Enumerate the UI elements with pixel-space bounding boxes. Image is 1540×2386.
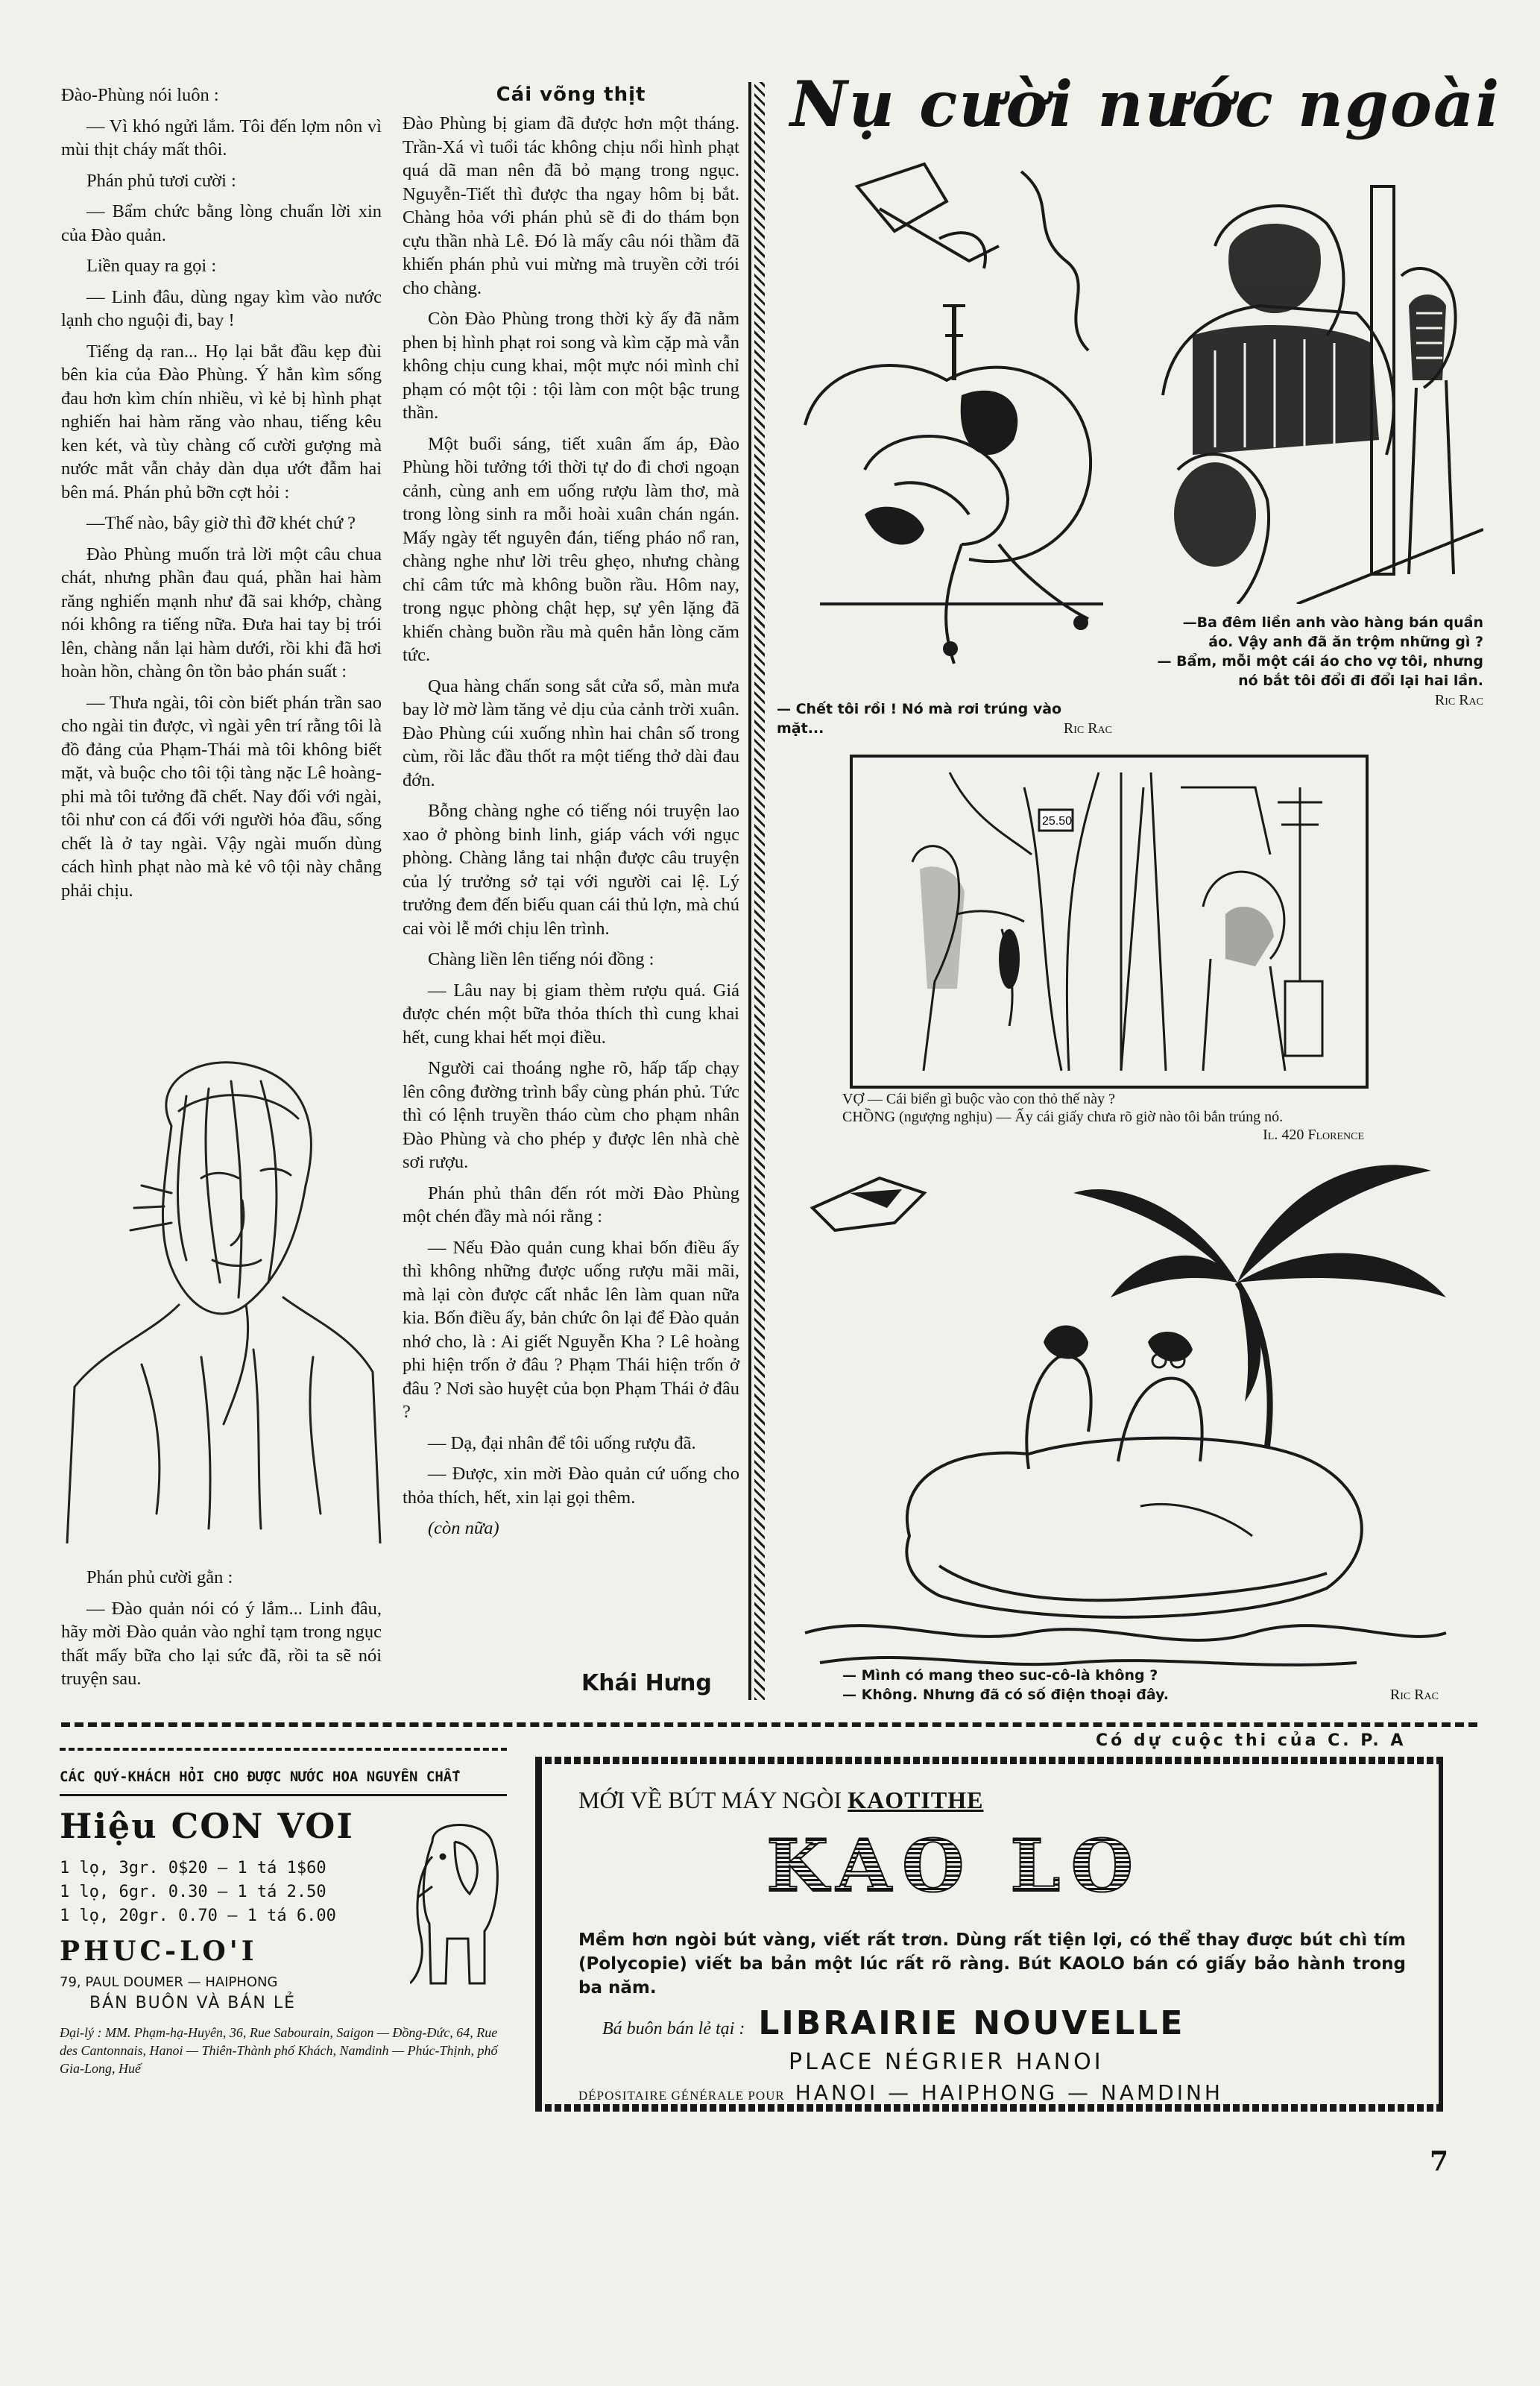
cartoon-caption: —Ba đêm liền anh vào hàng bán quần áo. Vậy anh đã ăn trộm những gì ? — Bẩm, mỗi một cái áo cho vợ tôi, nhưng nó bắt tôi đổi đi đổi lại hai lần. Ric Rac: [1155, 613, 1483, 710]
paragraph: — Nếu Đào quản cung khai bốn điều ấy thì không những được uống rượu mãi mãi, mà lại còn được cất nhắc lên làm quan nữa kia. Bốn điều ấy, bản chức ôn lại để Đào quản nhớ cho, là : Ai giết Nguyễn Kha ? Lê hoàng phi hiện trốn ở đâu ? Phạm Thái hiện trốn ở đâu ? Nơi sào huyệt của bọn Phạm Thái ở đâu ?: [403, 1237, 739, 1422]
ad-shop-name: PHUC-LO'I: [60, 1936, 258, 1967]
column-divider-zigzag: [754, 82, 765, 1700]
paragraph: Qua hàng chấn song sắt cửa sổ, màn mưa bay lờ mờ làm tăng vẻ dịu của cảnh trời xuân. Đào Phùng cúi xuống nhìn hai chân số trong cùm, rồi lắc đầu thốt ra một tiếng thở dài đau đớn.: [403, 676, 739, 790]
author-signature: Khái Hưng: [581, 1670, 712, 1696]
paragraph: — Bẩm chức bằng lòng chuẩn lời xin của Đào quản.: [61, 201, 382, 245]
cartoon-clothes-thief-illustration: [1148, 157, 1483, 604]
price-tag: 25.50: [1042, 815, 1073, 828]
paragraph: — Đào quản nói có ý lắm... Linh đâu, hãy mời Đào quản vào nghỉ tạm trong ngục thất mấy bữa cho lại sức đã, rồi ta sẽ nói truyện sau.: [61, 1598, 382, 1689]
ad-brand: Hiệu CON VOI: [60, 1806, 354, 1846]
paragraph: — Thưa ngài, tôi còn biết phán trần sao cho ngài tin được, vì ngài yên trí rằng tôi là đồ đảng của Phạm-Thái mà tôi không biết mặt, và buộc cho tôi tội tàng nặc Lê hoàng-phi mà tôi tưởng đã chết. Nay đối với ngài, tôi như con cá đối với người hỏa đầu, sống chết là ở tay ngài. Vậy ngài muốn dùng cách hình phạt nào mà kẻ vô tội này chẳng phải chịu.: [61, 692, 382, 901]
ad-top-border: [60, 1748, 507, 1751]
ads-divider: [61, 1722, 1477, 1727]
cartoon-rabbit-illustration: [853, 758, 1366, 1086]
paragraph: Đào Phùng muốn trả lời một câu chua chát, nhưng phần đau quá, phần hai hàm răng nghiến mạnh như đã sai khớp, chàng nói không ra tiếng nữa. Đưa hai tay bị trói lên, chàng nắn lại hàm dưới, rồi khi đã hơi hoàn hồn, chàng ôn tồn bảo phán suất :: [61, 544, 382, 682]
paragraph: Còn Đào Phùng trong thời kỳ ấy đã nằm phen bị hình phạt roi song và kìm cặp mà vẫn không chịu cung khai, một mực nói mình chỉ phạm có một tội : tội làm con một bậc trung thần.: [403, 309, 739, 423]
pen-ad: [535, 1757, 1446, 2112]
pen-ad-intro: MỚI VỀ BÚT MÁY NGÒI KAOTITHE: [578, 1787, 984, 1813]
to-be-continued: (còn nữa): [428, 1518, 499, 1538]
paragraph: — Linh đâu, dùng ngay kìm vào nước lạnh cho nguội đi, bay !: [61, 286, 382, 330]
paragraph: Một buổi sáng, tiết xuân ấm áp, Đào Phùng hồi tưởng tới thời tự do đi chơi ngoạn cảnh, cùng anh em uống rượu làm thơ, mà trong lòng sinh ra mỗi hoài xuân chán ngán. Mấy ngày tết nguyên đán, tiếng pháo nổ ran, chàng nghe như lời trêu ghẹo, nhưng chàng chỉ câm tức mà không buồn rầu. Hôm nay, trong ngục phòng chật hẹp, sự yên lặng đã khiến chàng buồn rầu mà quên hẳn lòng căm tức.: [403, 433, 739, 665]
price-row: 1 lọ, 20gr. 0.70 — 1 tá 6.00: [60, 1907, 336, 1925]
paragraph: — Lâu nay bị giam thèm rượu quá. Giá được chén một bữa thỏa thích thì cung khai hết, cung khai hết mọi điều.: [403, 980, 739, 1048]
cartoon-credit: Ric Rac: [1389, 1687, 1439, 1703]
cartoon-falling-creature-illustration: [775, 157, 1133, 693]
paragraph: Phán phủ cười gằn :: [86, 1567, 233, 1587]
paragraph: Đào-Phùng nói luôn :: [61, 85, 219, 105]
cartoon-credit: Ric Rac: [1063, 720, 1112, 737]
paragraph: Tiếng dạ ran... Họ lại bắt đầu kẹp đùi bên kia của Đào Phùng. Ý hẳn kìm sống đau hơn kìm chín nhiều, vì kẻ bị hình phạt nghiến hai hàm răng vào nhau, tiếng kêu ken két, và tùy chàng cố cười gượng mà nước mắt vẫn chảy dàn dụa ướt đẫm hai bên má. Phán phủ bỡn cợt hỏi :: [61, 341, 382, 503]
price-row: 1 lọ, 6gr. 0.30 — 1 tá 2.50: [60, 1883, 326, 1901]
contest-note: Có dự cuộc thi của C. P. A: [1096, 1731, 1407, 1750]
paragraph: — Dạ, đại nhân để tôi uống rượu đã.: [428, 1432, 696, 1453]
paragraph: Người cai thoáng nghe rõ, hấp tấp chạy lên công đường trình bẩy cùng phán phủ. Tức thì có lệnh truyền tháo cùm cho phạm nhân Đào Phùng và cho phép y được lên nhà chè sơi rượu.: [403, 1058, 739, 1172]
pen-ad-body: Mềm hơn ngòi bút vàng, viết rất trơn. Dùng rất tiện lợi, có thể thay được bút chì tím (Polycopie) viết ba bản một lúc rất rõ ràng. Bút KAOLO bán có giấy bảo hành trong ba năm.: [578, 1930, 1406, 1998]
ad-address: 79, PAUL DOUMER — HAIPHONG: [60, 1974, 278, 1990]
perfume-ad: [60, 1737, 507, 2110]
paragraph: Đào Phùng bị giam đã được hơn một tháng. Trần-Xá vì tuổi tác không chịu nổi hình phạt quá dã man nên đã bỏ mạng trong ngục. Nguyễn-Tiết thì được tha ngay hôm bị bắt. Chàng hỏa với phán phủ sẽ đi do thám bọn cựu thần nhà Lê. Đó là mấy câu nói thầm đã khiến phán phủ vui mừng mà truyền cởi trói cho chàng.: [403, 113, 739, 298]
paragraph: Phán phủ tươi cười :: [86, 170, 236, 191]
cartoon-caption: — Chết tôi rồi ! Nó mà rơi trúng vào mặt... Ric Rac: [777, 701, 1112, 737]
portrait-sketch-illustration: [60, 1036, 388, 1543]
seller-name: LIBRAIRIE NOUVELLE: [758, 2004, 1185, 2042]
column-divider: [748, 82, 751, 1700]
ad-agents: Đại-lý : MM. Phạm-hạ-Huyên, 36, Rue Sabourain, Saigon — Đồng-Đức, 64, Rue des Cantonnais, Hanoi — Thiên-Thành phố Khách, Namdinh — Phúc-Thịnh, phố Gia-Long, Huế: [60, 2025, 498, 2076]
middle-column: [403, 84, 739, 1548]
cartoon-caption: — Mình có mang theo suc-cô-là không ? — Không. Nhưng đã có số điện thoại đây. Ric Rac: [842, 1667, 1439, 1703]
depot-cities: HANOI — HAIPHONG — NAMDINH: [795, 2080, 1223, 2105]
cartoon-rabbit-frame: [850, 755, 1369, 1089]
ad-sale-type: BÁN BUÔN VÀ BÁN LẺ: [89, 1994, 296, 2012]
pen-ad-depot: [578, 2080, 1223, 2105]
paragraph: Chàng liền lên tiếng nói đồng :: [428, 949, 654, 969]
paragraph: Phán phủ thân đến rót mời Đào Phùng một chén đầy mà nói rằng :: [403, 1183, 739, 1227]
cartoon-credit: Il. 420 Florence: [1263, 1127, 1364, 1143]
pen-ad-brand: KAO LO: [766, 1824, 1144, 1908]
elephant-icon: [410, 1812, 507, 1998]
page-number: 7: [1430, 2146, 1449, 2177]
left-column: [61, 84, 382, 910]
price-row: 1 lọ, 3gr. 0$20 — 1 tá 1$60: [60, 1859, 326, 1877]
paragraph: —Thế nào, bây giờ thì đỡ khét chứ ?: [86, 513, 356, 533]
cartoon-credit: Ric Rac: [1434, 692, 1483, 708]
section-heading: Cái võng thịt: [496, 84, 646, 106]
paragraph: Bỗng chàng nghe có tiếng nói truyện lao xao ở phòng binh linh, giáp vách với ngục phòng. Chàng lắng tai nhận được câu truyện của lý trưởng sở tại với người cai lệ. Lý trưởng đem đến biếu quan cái thủ lợn, mà chú cai vòi lễ mới chịu lên trình.: [403, 801, 739, 939]
pen-ad-seller: [602, 2004, 1184, 2042]
paragraph: — Vì khó ngửi lắm. Tôi đến lợm nôn vì mùi thịt cháy mất thôi.: [61, 116, 382, 160]
ad-header-rule: [60, 1794, 507, 1796]
ad-header: CÁC QUÝ-KHÁCH HỎI CHO ĐƯỢC NƯỚC HOA NGUYÊN CHẤT: [60, 1769, 461, 1785]
pen-ad-intro-brand: KAOTITHE: [848, 1787, 984, 1813]
seller-label: Bá buôn bán lẻ tại :: [602, 2019, 745, 2039]
cartoon-island-castaways-illustration: [790, 1148, 1461, 1678]
ad-price-list: [60, 1857, 336, 1928]
cartoon-section-title: Nụ cười nước ngoài: [790, 67, 1501, 141]
paragraph: Liền quay ra gọi :: [86, 256, 217, 276]
pen-ad-place: PLACE NÉGRIER HANOI: [789, 2049, 1104, 2075]
depot-label: DÉPOSITAIRE GÉNÉRALE POUR: [578, 2088, 785, 2103]
paragraph: — Được, xin mời Đào quản cứ uống cho thỏa thích, hết, xin lại gọi thêm.: [403, 1464, 739, 1508]
cartoon-caption: VỢ — Cái biển gì buộc vào con thỏ thế này ? CHỒNG (ngượng nghịu) — Ấy cái giấy chưa rõ giờ nào tôi bắn trúng nó. Il. 420 Florence: [842, 1091, 1364, 1143]
left-column-continuation: [61, 1566, 382, 1699]
